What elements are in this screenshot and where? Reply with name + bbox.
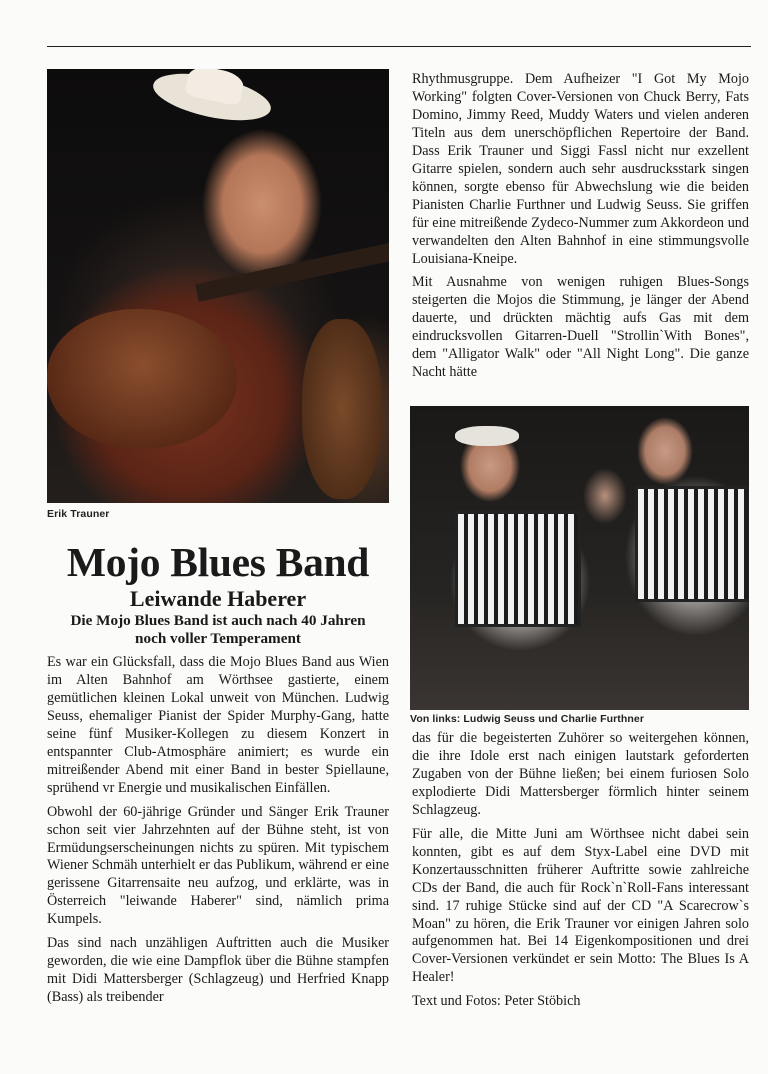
paragraph: Für alle, die Mitte Juni am Wörthsee nicht dabei sein konnten, gibt es auf dem Styx-Label eine DVD mit Konzertausschnitten früherer Auftritte sowie zahlreiche CDs der Band, die auch für Rock`n`Roll-Fans interessant sind. 17 ruhige Stücke sind auf der CD "A Scarecrow`s Moan" zu hören, die Erik Trauner vor einigen Jahren solo aufgenommen hat. Bei 14 Eigenkompositionen und drei Cover-Versionen verkündet er sein Motto: The Blues Is A Healer! [412, 825, 749, 986]
photo-erik-trauner [47, 69, 389, 503]
cap-hat [455, 426, 519, 446]
paragraph: Das sind nach unzähligen Auftritten auch die Musiker geworden, die wie eine Dampflok über die Bühne stampfen mit Didi Mattersberger (Schlagzeug) und Herfried Knapp (Bass) als treibender [47, 935, 389, 1006]
article-title: Mojo Blues Band [66, 539, 370, 585]
right-column-top-text [412, 71, 749, 388]
left-column-text [47, 654, 389, 1013]
photo-caption-2: Von links: Ludwig Seuss und Charlie Furthner [410, 713, 645, 725]
double-bass [302, 319, 382, 499]
article-deck: Die Mojo Blues Band ist auch nach 40 Jahren noch voller Temperament [70, 612, 366, 647]
paragraph: Obwohl der 60-jährige Gründer und Sänger Erik Trauner schon seit vier Jahrzehnten auf der Bühne steht, ist von Ermüdungserscheinungen nichts zu spüren. Mit typischem Wiener Schmäh unterhielt er das Publikum, während er eine gerissene Gitarrensaite neu aufzog, und erklärte, was in Österreich "leiwande Haberer" sind, nämlich prima Kumpels. [47, 803, 389, 928]
right-column-bottom-text [412, 730, 749, 1017]
guitar-neck [195, 243, 389, 302]
paragraph: das für die begeisterten Zuhörer so weitergehen können, die ihre Idole erst nach einigen lautstark geforderten Zugaben von der Bühne ließen; bei einem furiosen Solo explodierte Didi Mattersberger förmlich hinter seinem Schlagzeug. [412, 730, 749, 818]
author-credit: Text und Fotos: Peter Stöbich [412, 993, 581, 1010]
article-subtitle: Leiwande Haberer [129, 586, 307, 611]
top-rule [47, 46, 751, 47]
accordion-left [455, 511, 581, 627]
guitar-body [47, 309, 237, 449]
photo-caption-1: Erik Trauner [47, 508, 110, 520]
paragraph: Es war ein Glücksfall, dass die Mojo Blues Band aus Wien im Alten Bahnhof am Wörthsee gastierte, einem gemütlichen kleinen Lokal unweit von München. Ludwig Seuss, ehemaliger Pianist der Spider Murphy-Gang, hatte seine fünf Musiker-Kollegen zu diesem Konzert in entspannter Club-Atmosphäre animiert; es wurde ein mitreißender Abend mit einer Band in bester Spiellaune, sprühend vr Energie und musikalischen Einfällen. [47, 654, 389, 796]
accordion-right [635, 486, 749, 602]
photo-accordion-players [410, 406, 749, 710]
paragraph: Mit Ausnahme von wenigen ruhigen Blues-Songs steigerten die Mojos die Stimmung, je länger der Abend dauerte, und drückten mächtig aufs Gas mit dem eindrucksvollen Gitarren-Duell "Strollin`With Bones", dem "Alligator Walk" oder "All Night Long". Die ganze Nacht hätte [412, 274, 749, 381]
paragraph: Rhythmusgruppe. Dem Aufheizer "I Got My Mojo Working" folgten Cover-Versionen von Chuck Berry, Fats Domino, Jimmy Reed, Muddy Waters und vielen anderen Titeln aus dem unerschöpflichen Repertoire der Band. Dass Erik Trauner und Siggi Fassl nicht nur exzellent Gitarre spielen, sondern auch sehr ausdrucksstark singen können, sorgte ebenso für Abwechslung wie die beiden Pianisten Charlie Furthner und Ludwig Seuss. Sie griffen für eine mitreißende Zydeco-Nummer zum Akkordeon und verwandelten den Alten Bahnhof in eine stimmungsvolle Louisiana-Kneipe. [412, 71, 749, 267]
